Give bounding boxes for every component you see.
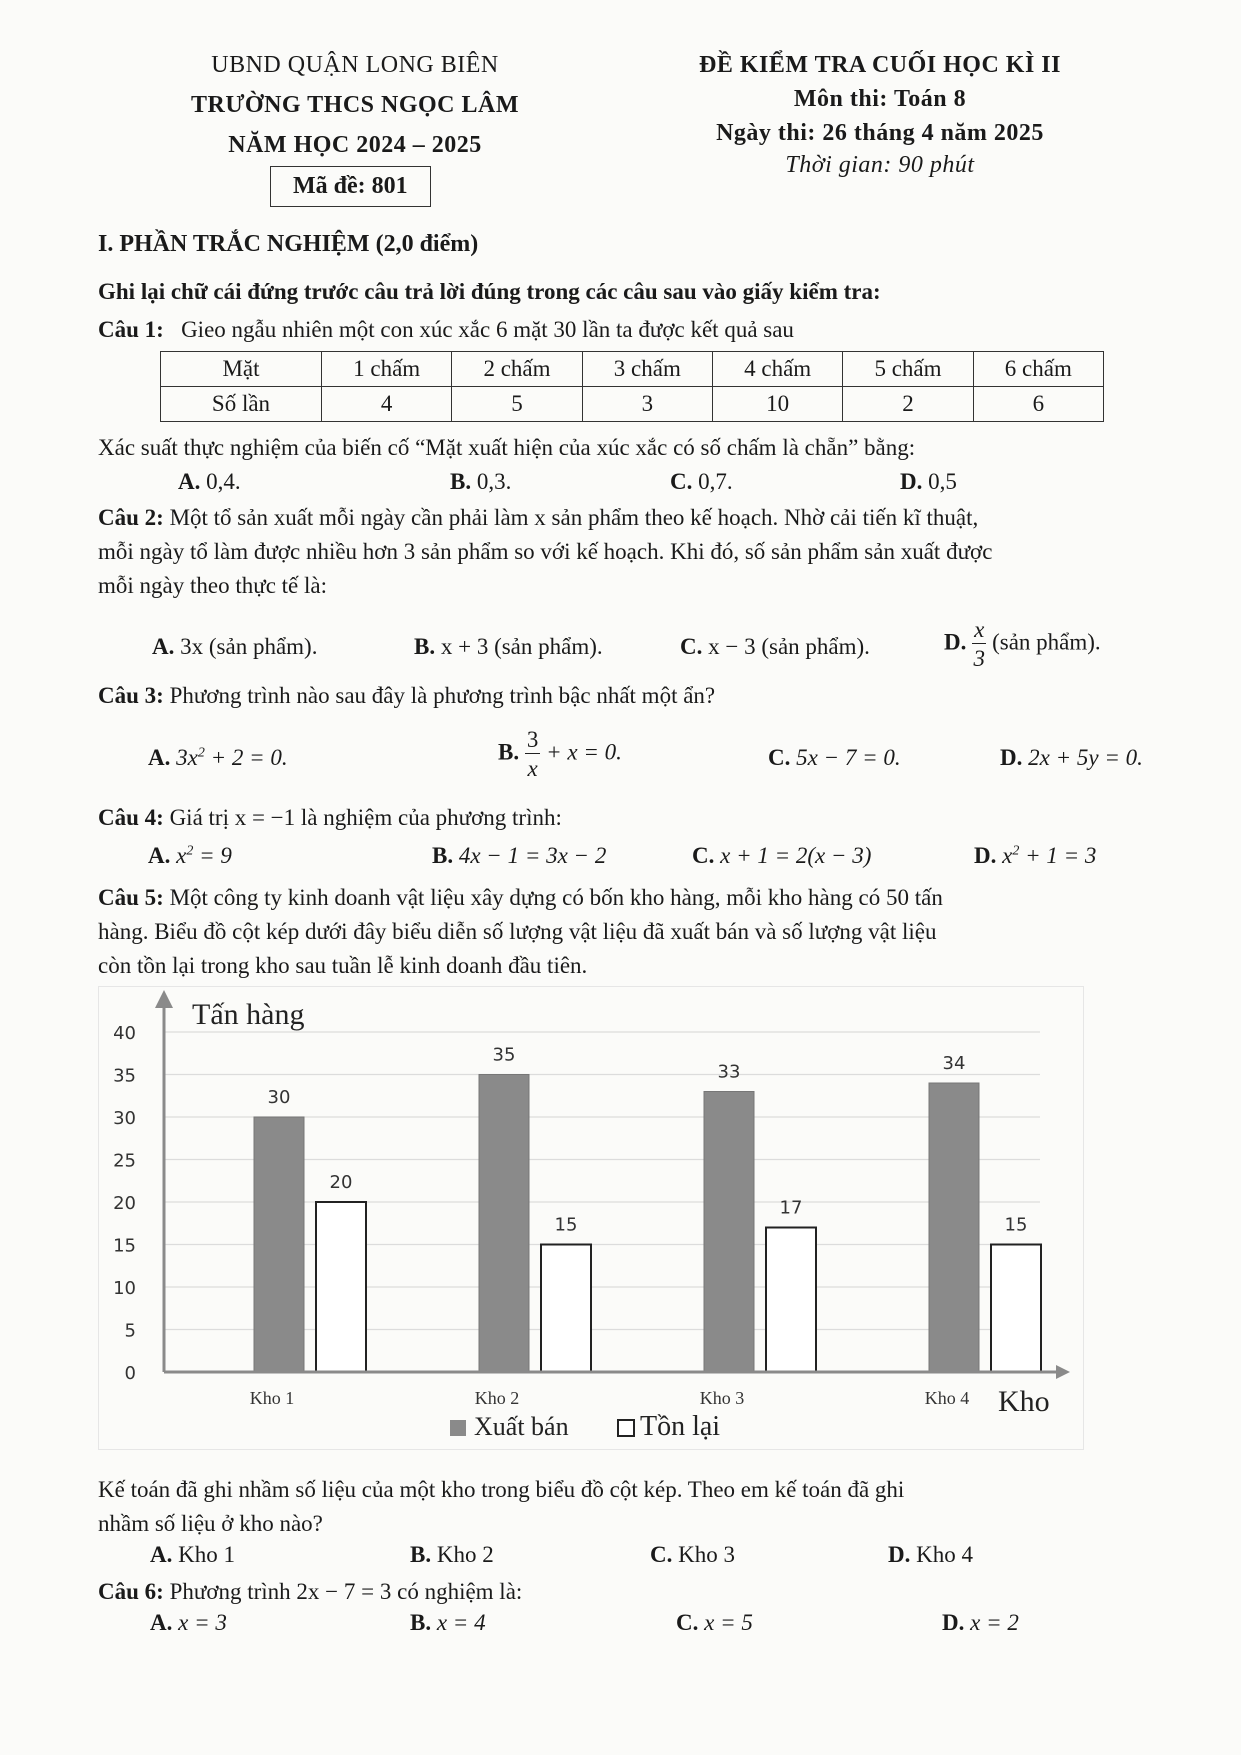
option-text: + x = 0. — [546, 739, 622, 765]
option-text-pre: 3x — [176, 745, 198, 770]
option-letter: C. — [650, 1542, 673, 1567]
fraction-numerator: 3 — [526, 727, 539, 752]
q3-label: Câu 3: — [98, 683, 164, 708]
option-letter: A. — [148, 843, 171, 868]
q1-option-a[interactable] — [178, 469, 241, 495]
y-tick-label: 20 — [113, 1193, 136, 1214]
legend — [450, 1411, 720, 1442]
bar-value-label: 15 — [554, 1214, 578, 1236]
x-tick-label: Kho 4 — [924, 1388, 970, 1408]
q2-prompt — [98, 502, 1168, 534]
exam-date: Ngày thi: 26 tháng 4 năm 2025 — [716, 120, 1044, 146]
q2-label: Câu 2: — [98, 505, 164, 530]
q4-text: Giá trị x = −1 là nghiệm của phương trình: — [169, 805, 562, 830]
q6-option-d[interactable] — [942, 1610, 1019, 1636]
option-letter: D. — [900, 469, 923, 494]
legend-swatch-xuat-ban — [450, 1420, 466, 1436]
q4-prompt — [98, 802, 562, 834]
q1-text: Gieo ngẫu nhiên một con xúc xắc 6 mặt 30 lần ta được kết quả sau — [181, 317, 794, 342]
bar — [929, 1083, 979, 1372]
q1-option-d[interactable] — [900, 469, 957, 495]
q5-option-d[interactable] — [888, 1542, 973, 1568]
option-letter: B. — [410, 1610, 432, 1635]
fraction — [972, 618, 986, 670]
table-cell: 5 — [452, 387, 582, 422]
table-cell: 2 chấm — [452, 352, 582, 387]
q5-option-c[interactable] — [650, 1542, 735, 1568]
q2-line2: mỗi ngày tổ làm được nhiều hơn 3 sản phẩm so với kế hoạch. Khi đó, số sản phẩm sản xuất được — [98, 539, 993, 564]
legend-label-xuat-ban: Xuất bán — [474, 1412, 569, 1441]
option-letter: B. — [410, 1542, 432, 1567]
section-title: I. PHẦN TRẮC NGHIỆM (2,0 điểm) — [98, 231, 479, 257]
bar — [704, 1092, 754, 1373]
option-letter: A. — [178, 469, 201, 494]
q2-option-c[interactable] — [680, 634, 870, 660]
option-letter: A. — [150, 1610, 173, 1635]
option-letter: D. — [944, 629, 967, 655]
fraction-denominator: 3 — [973, 646, 985, 671]
q3-option-d[interactable] — [1000, 745, 1143, 771]
fraction — [525, 728, 541, 780]
q2-line3: mỗi ngày theo thực tế là: — [98, 573, 327, 598]
q1-option-c[interactable] — [670, 469, 733, 495]
option-text: 2x + 5y = 0. — [1028, 745, 1143, 770]
legend-label-ton-lai: Tồn lại — [640, 1411, 721, 1442]
option-text: x + 3 (sản phẩm). — [440, 634, 603, 659]
exam-subject: Môn thi: Toán 8 — [793, 86, 967, 112]
option-letter: A. — [150, 1542, 173, 1567]
table-cell: 2 — [843, 387, 973, 422]
bar-value-label: 30 — [267, 1087, 291, 1108]
option-text: 0,7. — [698, 469, 733, 494]
fraction-numerator: x — [974, 617, 985, 642]
table-cell: 6 chấm — [973, 352, 1103, 387]
option-text: x = 4 — [436, 1610, 486, 1635]
bar-value-label: 20 — [329, 1172, 353, 1193]
option-letter: D. — [888, 1542, 911, 1567]
bar-value-label: 17 — [779, 1197, 803, 1219]
q1-prompt — [98, 314, 794, 346]
x-tick-label: Kho 1 — [249, 1388, 295, 1408]
q4-option-b[interactable] — [432, 843, 606, 869]
legend-swatch-ton-lai — [618, 1420, 634, 1436]
x-tick-label: Kho 3 — [699, 1388, 745, 1408]
option-letter: C. — [670, 469, 693, 494]
dice-table — [160, 351, 1104, 422]
q1-option-b[interactable] — [450, 469, 511, 495]
q3-text: Phương trình nào sau đây là phương trình bậc nhất một ẩn? — [169, 683, 716, 708]
q4-option-a[interactable] — [148, 843, 232, 869]
bar-value-label: 15 — [1004, 1214, 1028, 1236]
bar-value-label: 33 — [717, 1061, 741, 1083]
q2-option-d[interactable] — [944, 618, 1101, 670]
q3-prompt — [98, 680, 715, 712]
option-letter: D. — [974, 843, 997, 868]
table-cell: 1 chấm — [322, 352, 452, 387]
option-text: Kho 4 — [916, 1542, 973, 1567]
q5-line2: hàng. Biểu đồ cột kép dưới đây biểu diễn số lượng vật liệu đã xuất bán và số lượng vật liệu — [98, 919, 937, 944]
school-name: TRƯỜNG THCS NGỌC LÂM — [190, 92, 520, 118]
q2-option-b[interactable] — [414, 634, 603, 660]
option-text: Kho 3 — [678, 1542, 735, 1567]
y-tick-label: 25 — [113, 1150, 136, 1172]
option-text: 4x − 1 = 3x − 2 — [458, 843, 607, 868]
q3-option-b[interactable] — [498, 728, 622, 780]
table-cell: 10 — [712, 387, 842, 422]
option-text: = 9 — [193, 843, 232, 868]
y-axis-arrow — [155, 990, 173, 1008]
y-tick-label: 0 — [124, 1363, 136, 1384]
bars-layer — [254, 1075, 1041, 1373]
option-text: + 1 = 3 — [1019, 843, 1097, 868]
bar — [766, 1228, 816, 1373]
q5-label: Câu 5: — [98, 885, 164, 910]
bar — [316, 1202, 366, 1372]
section-instruction: Ghi lại chữ cái đứng trước câu trả lời đúng trong các câu sau vào giấy kiểm tra: — [98, 279, 881, 304]
bar — [991, 1245, 1041, 1373]
x-tick-label: Kho 2 — [474, 1388, 520, 1408]
q6-option-c[interactable] — [676, 1610, 753, 1636]
option-text: x = 3 — [178, 1610, 227, 1635]
q5-after1: Kế toán đã ghi nhầm số liệu của một kho trong biểu đồ cột kép. Theo em kế toán đã ghi — [98, 1477, 905, 1502]
exponent: 2 — [1012, 843, 1020, 859]
district-name: UBND QUẬN LONG BIÊN — [211, 52, 499, 78]
school-year: NĂM HỌC 2024 – 2025 — [228, 132, 482, 158]
y-axis-label: Tấn hàng — [192, 998, 305, 1031]
exponent: 2 — [186, 843, 194, 859]
option-letter: C. — [676, 1610, 699, 1635]
y-tick-label: 35 — [113, 1065, 136, 1087]
y-tick-label: 5 — [124, 1320, 136, 1342]
q4-option-d[interactable] — [974, 843, 1096, 869]
option-letter: B. — [498, 739, 520, 765]
option-text-pre: x — [176, 843, 187, 868]
table-row — [161, 387, 1104, 422]
q5-prompt — [98, 882, 1198, 914]
exponent: 2 — [197, 745, 205, 761]
exam-duration: Thời gian: 90 phút — [785, 152, 975, 178]
y-tick-label: 10 — [113, 1278, 136, 1299]
option-text: x + 1 = 2(x − 3) — [720, 843, 872, 868]
option-text: 0,4. — [206, 469, 241, 494]
option-letter: D. — [1000, 745, 1023, 770]
table-cell: Số lần — [161, 387, 322, 422]
table-cell: 4 — [322, 387, 452, 422]
x-axis-label: Kho — [998, 1385, 1050, 1418]
q3-option-c[interactable] — [768, 745, 901, 771]
y-tick-label: 40 — [113, 1023, 136, 1044]
bar-value-label: 34 — [942, 1053, 966, 1074]
option-text: (sản phẩm). — [992, 629, 1101, 655]
bar-value-label: 35 — [492, 1044, 516, 1066]
q2-option-a[interactable] — [152, 634, 317, 660]
y-tick-label: 15 — [113, 1235, 136, 1257]
q3-option-a[interactable] — [148, 745, 288, 771]
y-tick-label: 30 — [113, 1108, 136, 1129]
q4-label: Câu 4: — [98, 805, 164, 830]
q1-label: Câu 1: — [98, 317, 164, 342]
bar — [541, 1245, 591, 1373]
option-letter: C. — [680, 634, 703, 659]
option-letter: B. — [432, 843, 454, 868]
x-axis-arrow — [1056, 1365, 1070, 1379]
q5-line3: còn tồn lại trong kho sau tuần lễ kinh doanh đầu tiên. — [98, 953, 588, 978]
exam-title: ĐỀ KIỂM TRA CUỐI HỌC KÌ II — [699, 52, 1061, 78]
q4-option-c[interactable] — [692, 843, 871, 869]
option-text: 0,3. — [476, 469, 512, 494]
q1-question: Xác suất thực nghiệm của biến cố “Mặt xuất hiện của xúc xắc có số chấm là chẵn” bằng: — [98, 435, 916, 460]
table-cell: Mặt — [161, 352, 322, 387]
q2-line1: Một tổ sản xuất mỗi ngày cần phải làm x sản phẩm theo kế hoạch. Nhờ cải tiến kĩ thuật, — [169, 505, 979, 530]
table-cell: 5 chấm — [843, 352, 973, 387]
option-text: x = 2 — [970, 1610, 1019, 1635]
option-text: x = 5 — [704, 1610, 753, 1635]
option-letter: D. — [942, 1610, 965, 1635]
option-text: 0,5 — [928, 469, 957, 494]
q6-text: Phương trình 2x − 7 = 3 có nghiệm là: — [169, 1579, 523, 1604]
option-letter: B. — [450, 469, 472, 494]
table-cell: 6 — [973, 387, 1103, 422]
option-text: x − 3 (sản phẩm). — [708, 634, 870, 659]
q6-option-b[interactable] — [410, 1610, 486, 1636]
option-text: Kho 1 — [178, 1542, 235, 1567]
exam-code: Mã đề: 801 — [270, 166, 431, 207]
option-letter: C. — [692, 843, 715, 868]
option-letter: B. — [414, 634, 436, 659]
table-cell: 3 — [582, 387, 712, 422]
bar — [479, 1075, 529, 1373]
table-cell: 3 chấm — [582, 352, 712, 387]
option-letter: A. — [152, 634, 175, 659]
fraction-denominator: x — [527, 756, 538, 781]
option-text: Kho 2 — [436, 1542, 494, 1567]
bar — [254, 1117, 304, 1372]
option-text: + 2 = 0. — [204, 745, 288, 770]
option-letter: C. — [768, 745, 791, 770]
q6-option-a[interactable] — [150, 1610, 227, 1636]
q5-option-b[interactable] — [410, 1542, 494, 1568]
option-text-pre: x — [1002, 843, 1013, 868]
option-text: 3x (sản phẩm). — [180, 634, 318, 659]
q5-option-a[interactable] — [150, 1542, 235, 1568]
q5-line1: Một công ty kinh doanh vật liệu xây dựng có bốn kho hàng, mỗi kho hàng có 50 tấn — [169, 885, 943, 910]
q6-label: Câu 6: — [98, 1579, 164, 1604]
option-letter: A. — [148, 745, 171, 770]
double-bar-chart — [98, 986, 1082, 1448]
q5-after2: nhầm số liệu ở kho nào? — [98, 1511, 323, 1536]
q6-prompt — [98, 1576, 522, 1608]
table-cell: 4 chấm — [712, 352, 842, 387]
option-text: 5x − 7 = 0. — [796, 745, 901, 770]
table-row — [161, 352, 1104, 387]
